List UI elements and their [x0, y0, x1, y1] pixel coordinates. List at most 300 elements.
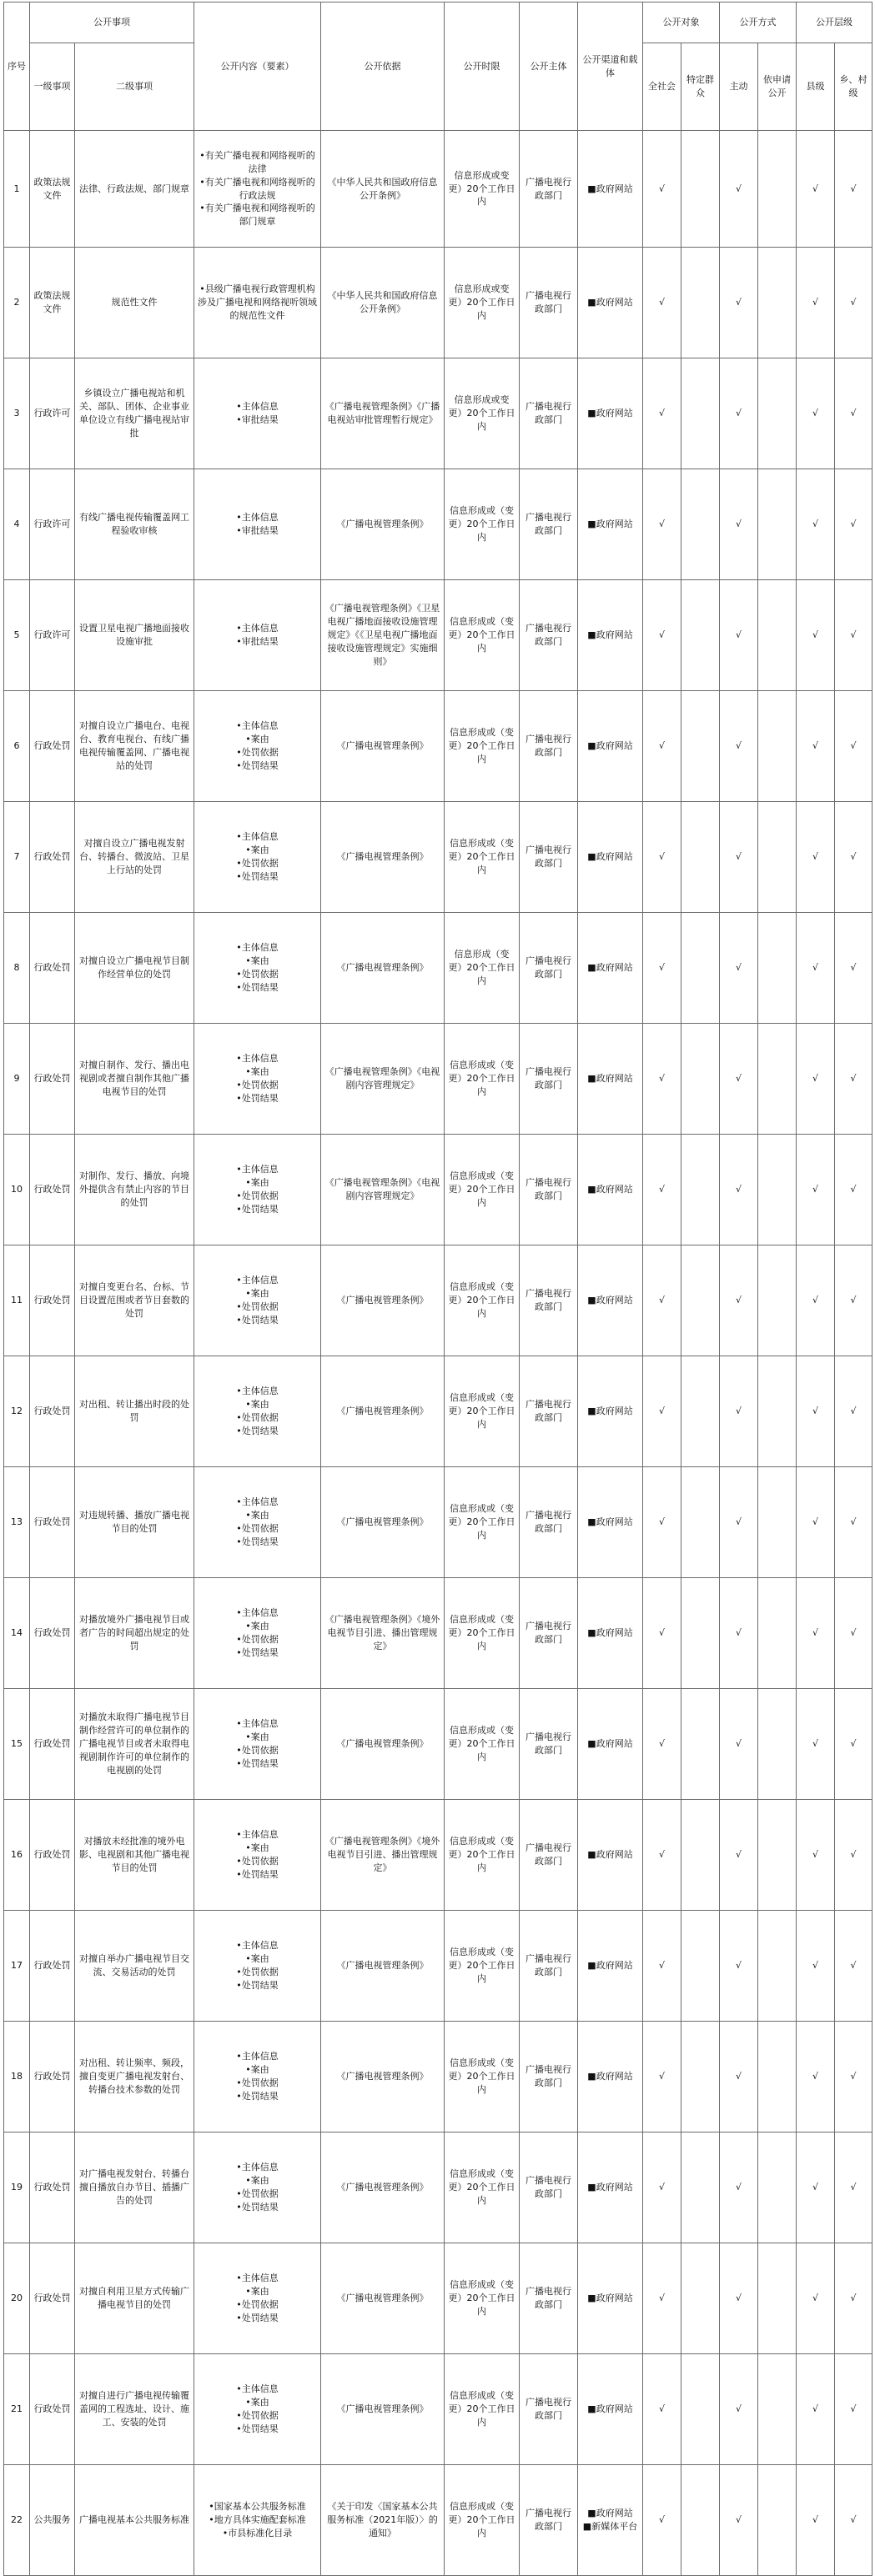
level1-item: 行政处罚	[30, 2243, 75, 2354]
check-township: √	[835, 2354, 872, 2465]
content-element: •案由	[245, 2397, 269, 2408]
content-element: •案由	[245, 1621, 269, 1632]
header-target: 公开对象	[643, 3, 720, 43]
check-apply	[758, 1135, 797, 1245]
document-page	[3, 2, 872, 2576]
disclosure-subject: 广播电视行政部门	[520, 1578, 578, 1689]
content-elements	[194, 2243, 321, 2354]
content-element: •主体信息	[236, 2273, 279, 2284]
header-method: 公开方式	[720, 3, 797, 43]
content-element: •处罚依据	[236, 1745, 279, 1756]
content-element: •处罚依据	[236, 1523, 279, 1534]
check-county: √	[797, 248, 835, 358]
content-element: •案由	[245, 1732, 269, 1743]
content-element: •主体信息	[236, 401, 279, 413]
disclosure-basis: 《广播电视管理条例》《境外电视节目引进、播出管理规定》	[321, 1800, 445, 1911]
check-township: √	[835, 1578, 872, 1689]
level2-item: 设置卫星电视广播地面接收设施审批	[75, 580, 194, 691]
content-element: •审批结果	[236, 414, 279, 425]
row-number: 20	[4, 2243, 30, 2354]
check-active: √	[720, 1467, 758, 1578]
channel-item: ■政府网站	[587, 1406, 633, 1417]
check-township: √	[835, 2022, 872, 2132]
table-row	[4, 580, 872, 691]
header-time-limit: 公开时限	[445, 3, 520, 131]
channel-item: ■政府网站	[587, 2182, 633, 2193]
check-township: √	[835, 2243, 872, 2354]
channel-item: ■政府网站	[587, 1738, 633, 1750]
channel-item: ■政府网站	[587, 2293, 633, 2304]
check-active: √	[720, 1578, 758, 1689]
disclosure-subject: 广播电视行政部门	[520, 131, 578, 248]
disclosure-subject: 广播电视行政部门	[520, 1911, 578, 2022]
row-number: 17	[4, 1911, 30, 2022]
check-active: √	[720, 2354, 758, 2465]
content-elements	[194, 802, 321, 913]
check-all: √	[643, 469, 681, 580]
table-row	[4, 358, 872, 469]
level1-item: 行政处罚	[30, 2132, 75, 2243]
channel-item: ■政府网站	[587, 1960, 633, 1972]
disclosure-channel	[578, 131, 643, 248]
content-element: •主体信息	[236, 2162, 279, 2173]
content-element: •处罚依据	[236, 1412, 279, 1423]
content-element: •处罚依据	[236, 969, 279, 980]
disclosure-basis: 《广播电视管理条例》	[321, 469, 445, 580]
row-number: 15	[4, 1689, 30, 1800]
level2-item: 对播放未取得广播电视节目制作经营许可的单位制作的广播电视节目或者未取得电视剧制作许可的单位制作的电视剧的处罚	[75, 1689, 194, 1800]
check-all: √	[643, 2132, 681, 2243]
content-elements	[194, 2132, 321, 2243]
channel-item: ■政府网站	[587, 1184, 633, 1195]
check-county: √	[797, 913, 835, 1024]
table-row	[4, 913, 872, 1024]
disclosure-channel	[578, 580, 643, 691]
table-row	[4, 1578, 872, 1689]
level1-item: 行政处罚	[30, 2022, 75, 2132]
channel-item: ■政府网站	[587, 2508, 633, 2519]
disclosure-channel	[578, 1024, 643, 1135]
disclosure-subject: 广播电视行政部门	[520, 1689, 578, 1800]
content-element: •主体信息	[236, 2051, 279, 2062]
disclosure-subject: 广播电视行政部门	[520, 2354, 578, 2465]
content-element: •案由	[245, 1177, 269, 1189]
content-element: •处罚结果	[236, 870, 279, 882]
check-township: √	[835, 580, 872, 691]
disclosure-basis: 《广播电视管理条例》《电视剧内容管理规定》	[321, 1024, 445, 1135]
content-elements	[194, 1467, 321, 1578]
level1-item: 行政许可	[30, 580, 75, 691]
content-elements	[194, 1800, 321, 1911]
level1-item: 行政处罚	[30, 913, 75, 1024]
table-row	[4, 1356, 872, 1467]
disclosure-time-limit: 信息形成或（变更）20个工作日内	[445, 1356, 520, 1467]
row-number: 14	[4, 1578, 30, 1689]
check-county: √	[797, 469, 835, 580]
level1-item: 公共服务	[30, 2465, 75, 2576]
level1-item: 行政处罚	[30, 1467, 75, 1578]
check-township: √	[835, 913, 872, 1024]
level1-item: 行政处罚	[30, 1356, 75, 1467]
content-element: •处罚结果	[236, 2090, 279, 2102]
row-number: 21	[4, 2354, 30, 2465]
level1-item: 行政处罚	[30, 691, 75, 802]
disclosure-subject: 广播电视行政部门	[520, 358, 578, 469]
table-row	[4, 469, 872, 580]
check-township: √	[835, 691, 872, 802]
content-element: •处罚依据	[236, 1967, 279, 1977]
disclosure-basis: 《广播电视管理条例》	[321, 913, 445, 1024]
check-specific	[681, 2243, 720, 2354]
check-specific	[681, 248, 720, 358]
content-elements	[194, 131, 321, 248]
check-county: √	[797, 1578, 835, 1689]
check-apply	[758, 248, 797, 358]
content-element: •主体信息	[236, 942, 279, 954]
check-apply	[758, 1245, 797, 1356]
row-number: 5	[4, 580, 30, 691]
disclosure-subject: 广播电视行政部门	[520, 580, 578, 691]
disclosure-channel	[578, 248, 643, 358]
level1-item: 行政处罚	[30, 802, 75, 913]
disclosure-time-limit: 信息形成或（变更）20个工作日内	[445, 469, 520, 580]
disclosure-time-limit: 信息形成（变更）20个工作日内	[445, 913, 520, 1024]
disclosure-time-limit: 信息形成或（变更）20个工作日内	[445, 1800, 520, 1911]
disclosure-time-limit: 信息形成或（变更）20个工作日内	[445, 2354, 520, 2465]
table-row	[4, 2465, 872, 2576]
channel-item: ■政府网站	[587, 1073, 633, 1085]
disclosure-time-limit: 信息形成或变更）20个工作日内	[445, 358, 520, 469]
check-apply	[758, 1578, 797, 1689]
disclosure-basis: 《广播电视管理条例》	[321, 2132, 445, 2243]
check-township: √	[835, 2465, 872, 2576]
header-channel: 公开渠道和载体	[578, 3, 643, 131]
content-element: •市县标准化目录	[222, 2527, 293, 2538]
header-target-all: 全社会	[643, 43, 681, 131]
content-element: •主体信息	[236, 1386, 279, 1397]
header-content: 公开内容（要素）	[194, 3, 321, 131]
disclosure-time-limit: 信息形成或变更）20个工作日内	[445, 131, 520, 248]
content-element: •主体信息	[236, 720, 279, 732]
content-elements	[194, 469, 321, 580]
check-active: √	[720, 1024, 758, 1135]
level2-item: 对违规转播、播放广播电视节目的处罚	[75, 1467, 194, 1578]
check-county: √	[797, 358, 835, 469]
content-element: •处罚结果	[236, 981, 279, 993]
disclosure-subject: 广播电视行政部门	[520, 1135, 578, 1245]
row-number: 6	[4, 691, 30, 802]
check-specific	[681, 358, 720, 469]
table-row	[4, 1800, 872, 1911]
check-all: √	[643, 1024, 681, 1135]
disclosure-subject: 广播电视行政部门	[520, 1245, 578, 1356]
disclosure-channel	[578, 2243, 643, 2354]
disclosure-basis: 《广播电视管理条例》	[321, 2354, 445, 2465]
check-all: √	[643, 1467, 681, 1578]
check-apply	[758, 580, 797, 691]
content-element: •处罚结果	[236, 1646, 279, 1658]
content-element: •主体信息	[236, 512, 279, 524]
check-active: √	[720, 2022, 758, 2132]
content-elements	[194, 248, 321, 358]
check-apply	[758, 2465, 797, 2576]
row-number: 2	[4, 248, 30, 358]
level2-item: 对制作、发行、播放、向境外提供含有禁止内容的节目的处罚	[75, 1135, 194, 1245]
disclosure-basis: 《广播电视管理条例》	[321, 2022, 445, 2132]
level2-item: 对擅自进行广播电视传输覆盖网的工程选址、设计、施工、安装的处罚	[75, 2354, 194, 2465]
check-all: √	[643, 2022, 681, 2132]
check-specific	[681, 1245, 720, 1356]
disclosure-time-limit: 信息形成或（变更）20个工作日内	[445, 1467, 520, 1578]
row-number: 16	[4, 1800, 30, 1911]
check-specific	[681, 1467, 720, 1578]
header-level1: 一级事项	[30, 43, 75, 131]
level1-item: 行政处罚	[30, 2354, 75, 2465]
level2-item: 乡镇设立广播电视站和机关、部队、团体、企业事业单位设立有线广播电视站审批	[75, 358, 194, 469]
header-basis: 公开依据	[321, 3, 445, 131]
check-apply	[758, 2354, 797, 2465]
channel-item: ■政府网站	[587, 408, 633, 419]
disclosure-basis: 《广播电视管理条例》	[321, 1911, 445, 2022]
content-element: •有关广播电视和网络视听的行政法规	[199, 176, 315, 201]
row-number: 11	[4, 1245, 30, 1356]
check-specific	[681, 1911, 720, 2022]
header-seq: 序号	[4, 3, 30, 131]
disclosure-channel	[578, 691, 643, 802]
level2-item: 对出租、转让播出时段的处罚	[75, 1356, 194, 1467]
disclosure-channel	[578, 1911, 643, 2022]
disclosure-subject: 广播电视行政部门	[520, 691, 578, 802]
content-element: •主体信息	[236, 1718, 279, 1730]
header-level: 公开层级	[797, 3, 872, 43]
check-specific	[681, 1800, 720, 1911]
content-elements	[194, 2022, 321, 2132]
content-element: •案由	[245, 734, 269, 745]
content-element: •处罚依据	[236, 1634, 279, 1645]
level1-item: 行政处罚	[30, 1024, 75, 1135]
content-element: •处罚结果	[236, 1536, 279, 1547]
row-number: 18	[4, 2022, 30, 2132]
content-element: •审批结果	[236, 525, 279, 536]
disclosure-time-limit: 信息形成或（变更）20个工作日内	[445, 1578, 520, 1689]
content-element: •案由	[245, 844, 269, 856]
disclosure-subject: 广播电视行政部门	[520, 913, 578, 1024]
check-township: √	[835, 469, 872, 580]
table-row	[4, 2132, 872, 2243]
disclosure-time-limit: 信息形成或（变更）20个工作日内	[445, 1911, 520, 2022]
content-element: •主体信息	[236, 1829, 279, 1841]
level1-item: 政策法规文件	[30, 248, 75, 358]
level2-item: 对出租、转让频率、频段，擅自变更广播电视发射台、转播台技术参数的处罚	[75, 2022, 194, 2132]
check-township: √	[835, 1689, 872, 1800]
check-county: √	[797, 802, 835, 913]
disclosure-subject: 广播电视行政部门	[520, 1467, 578, 1578]
disclosure-subject: 广播电视行政部门	[520, 248, 578, 358]
disclosure-time-limit: 信息形成或（变更）20个工作日内	[445, 691, 520, 802]
content-element: •主体信息	[236, 1053, 279, 1065]
check-apply	[758, 1467, 797, 1578]
check-county: √	[797, 691, 835, 802]
row-number: 8	[4, 913, 30, 1024]
check-apply	[758, 2243, 797, 2354]
check-township: √	[835, 1024, 872, 1135]
table-row	[4, 2022, 872, 2132]
check-county: √	[797, 1467, 835, 1578]
disclosure-subject: 广播电视行政部门	[520, 1356, 578, 1467]
channel-item: ■政府网站	[587, 1295, 633, 1306]
disclosure-subject: 广播电视行政部门	[520, 2132, 578, 2243]
content-element: •案由	[245, 1953, 269, 1965]
content-element: •审批结果	[236, 636, 279, 647]
disclosure-time-limit: 信息形成或（变更）20个工作日内	[445, 2132, 520, 2243]
disclosure-basis: 《广播电视管理条例》《电视剧内容管理规定》	[321, 1135, 445, 1245]
check-apply	[758, 469, 797, 580]
content-element: •处罚依据	[236, 1856, 279, 1867]
content-element: •案由	[245, 2064, 269, 2076]
content-element: •主体信息	[236, 1940, 279, 1952]
content-element: •案由	[245, 1066, 269, 1078]
header-public-items: 公开事项	[30, 3, 194, 43]
disclosure-subject: 广播电视行政部门	[520, 2465, 578, 2576]
check-county: √	[797, 2354, 835, 2465]
content-elements	[194, 913, 321, 1024]
check-active: √	[720, 913, 758, 1024]
disclosure-basis: 《广播电视管理条例》	[321, 802, 445, 913]
content-element: •主体信息	[236, 1496, 279, 1508]
disclosure-time-limit: 信息形成或（变更）20个工作日内	[445, 1689, 520, 1800]
check-active: √	[720, 469, 758, 580]
disclosure-basis: 《广播电视管理条例》	[321, 1467, 445, 1578]
level2-item: 对擅自利用卫星方式传输广播电视节目的处罚	[75, 2243, 194, 2354]
check-county: √	[797, 1024, 835, 1135]
content-element: •案由	[245, 955, 269, 967]
content-element: •处罚结果	[236, 1757, 279, 1769]
disclosure-table	[3, 2, 872, 2576]
table-row	[4, 131, 872, 248]
check-county: √	[797, 2465, 835, 2576]
row-number: 22	[4, 2465, 30, 2576]
check-county: √	[797, 580, 835, 691]
check-township: √	[835, 1467, 872, 1578]
row-number: 4	[4, 469, 30, 580]
table-row	[4, 1911, 872, 2022]
check-apply	[758, 913, 797, 1024]
disclosure-channel	[578, 2465, 643, 2576]
check-all: √	[643, 131, 681, 248]
level2-item: 对播放境外广播电视节目或者广告的时间超出规定的处罚	[75, 1578, 194, 1689]
content-element: •处罚结果	[236, 2201, 279, 2213]
header-method-active: 主动	[720, 43, 758, 131]
check-all: √	[643, 691, 681, 802]
disclosure-channel	[578, 358, 643, 469]
content-elements	[194, 2465, 321, 2576]
check-township: √	[835, 248, 872, 358]
table-row	[4, 2243, 872, 2354]
content-elements	[194, 1911, 321, 2022]
row-number: 9	[4, 1024, 30, 1135]
disclosure-channel	[578, 802, 643, 913]
row-number: 7	[4, 802, 30, 913]
content-element: •案由	[245, 1288, 269, 1300]
check-specific	[681, 131, 720, 248]
content-element: •处罚依据	[236, 2188, 279, 2199]
check-county: √	[797, 2243, 835, 2354]
level2-item: 对擅自举办广播电视节目交流、交易活动的处罚	[75, 1911, 194, 2022]
level2-item: 对擅自制作、发行、播出电视剧或者擅自制作其他广播电视节目的处罚	[75, 1024, 194, 1135]
content-element: •处罚依据	[236, 1080, 279, 1090]
table-row	[4, 2354, 872, 2465]
disclosure-channel	[578, 1689, 643, 1800]
check-apply	[758, 131, 797, 248]
content-elements	[194, 1689, 321, 1800]
channel-item: ■政府网站	[587, 1516, 633, 1528]
content-element: •主体信息	[236, 623, 279, 634]
table-row	[4, 1689, 872, 1800]
check-active: √	[720, 1800, 758, 1911]
content-element: •县级广播电视行政管理机构涉及广播电视和网络视听领域的规范性文件	[198, 283, 317, 321]
disclosure-time-limit: 信息形成或（变更）20个工作日内	[445, 2022, 520, 2132]
content-element: •主体信息	[236, 1275, 279, 1286]
content-elements	[194, 580, 321, 691]
header-level-county: 县级	[797, 43, 835, 131]
check-all: √	[643, 802, 681, 913]
disclosure-channel	[578, 2354, 643, 2465]
disclosure-time-limit: 信息形成或（变更）20个工作日内	[445, 1024, 520, 1135]
level2-item: 广播电视基本公共服务标准	[75, 2465, 194, 2576]
disclosure-basis: 《广播电视管理条例》《境外电视节目引进、播出管理规定》	[321, 1578, 445, 1689]
check-specific	[681, 802, 720, 913]
check-active: √	[720, 2243, 758, 2354]
disclosure-basis: 《中华人民共和国政府信息公开条例》	[321, 248, 445, 358]
check-county: √	[797, 1356, 835, 1467]
check-specific	[681, 2465, 720, 2576]
header-subject: 公开主体	[520, 3, 578, 131]
check-active: √	[720, 691, 758, 802]
level1-item: 行政许可	[30, 469, 75, 580]
check-active: √	[720, 358, 758, 469]
check-all: √	[643, 913, 681, 1024]
level2-item: 有线广播电视传输覆盖网工程验收审核	[75, 469, 194, 580]
disclosure-channel	[578, 1800, 643, 1911]
check-all: √	[643, 2354, 681, 2465]
content-elements	[194, 1578, 321, 1689]
header-level2: 二级事项	[75, 43, 194, 131]
content-element: •处罚结果	[236, 1314, 279, 1326]
check-apply	[758, 1024, 797, 1135]
check-active: √	[720, 580, 758, 691]
level2-item: 法律、行政法规、部门规章	[75, 131, 194, 248]
level1-item: 行政处罚	[30, 1800, 75, 1911]
content-element: •地方具体实施配套标准	[209, 2514, 306, 2526]
check-county: √	[797, 1135, 835, 1245]
content-element: •处罚依据	[236, 2299, 279, 2310]
check-all: √	[643, 358, 681, 469]
check-county: √	[797, 2022, 835, 2132]
check-active: √	[720, 1911, 758, 2022]
disclosure-time-limit: 信息形成或（变更）20个工作日内	[445, 2465, 520, 2576]
check-township: √	[835, 1800, 872, 1911]
header-target-specific: 特定群众	[681, 43, 720, 131]
content-element: •主体信息	[236, 1164, 279, 1175]
check-township: √	[835, 1245, 872, 1356]
content-element: •处罚依据	[236, 1190, 279, 1201]
disclosure-subject: 广播电视行政部门	[520, 469, 578, 580]
level2-item: 对广播电视发射台、转播台擅自播放自办节目、插播广告的处罚	[75, 2132, 194, 2243]
content-elements	[194, 691, 321, 802]
channel-item: ■新媒体平台	[582, 2521, 638, 2532]
content-element: •处罚结果	[236, 2312, 279, 2323]
table-row	[4, 691, 872, 802]
